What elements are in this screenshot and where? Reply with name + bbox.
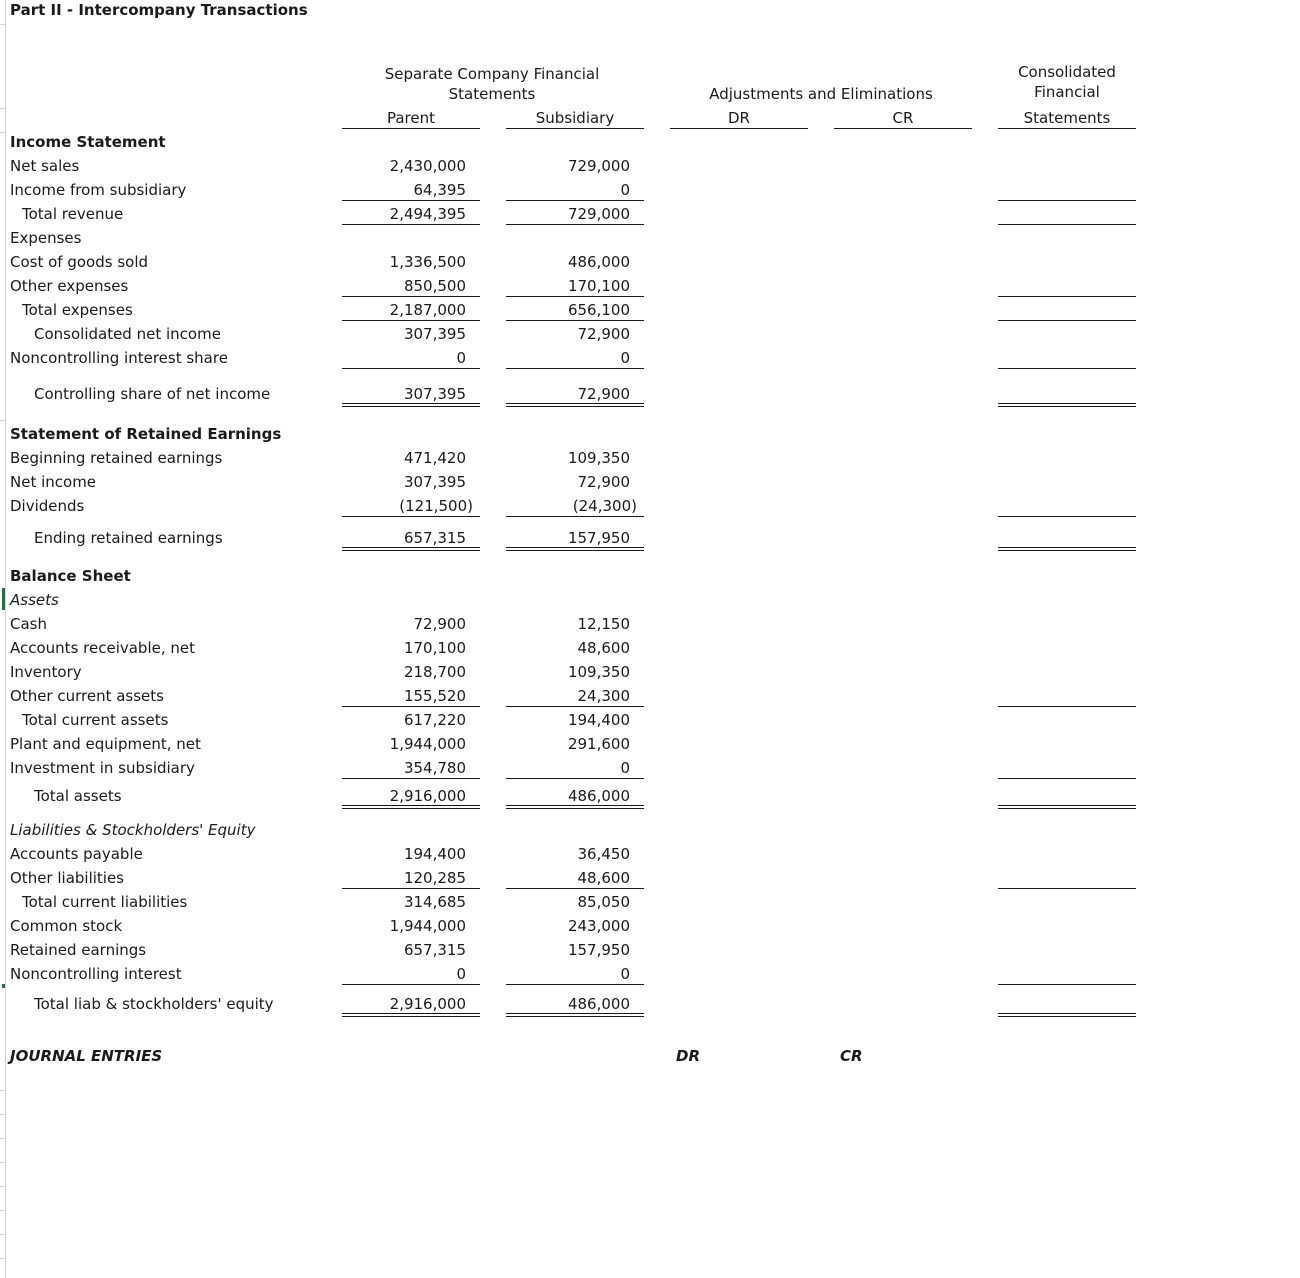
row-label-common-stock: Common stock	[10, 917, 123, 935]
active-row-indicator	[2, 984, 5, 988]
underline	[998, 888, 1136, 889]
row-label-other-ca: Other current assets	[10, 687, 164, 705]
row-label-dividends: Dividends	[10, 497, 85, 515]
parent-other-expenses: 850,500	[403, 277, 466, 295]
underline	[506, 320, 644, 321]
underline	[506, 984, 644, 985]
subsidiary-cogs: 486,000	[567, 253, 630, 271]
parent-other-ca: 155,520	[403, 687, 466, 705]
parent-total-le: 2,916,000	[389, 995, 466, 1013]
row-label-cash: Cash	[10, 615, 47, 633]
row-gutter	[0, 0, 6, 1278]
subsidiary-cash: 12,150	[577, 615, 630, 633]
subsidiary-other-expenses: 170,100	[567, 277, 630, 295]
underline	[998, 778, 1136, 779]
subsidiary-net-sales: 729,000	[567, 157, 630, 175]
parent-ppe: 1,944,000	[389, 735, 466, 753]
section-retained-earnings: Statement of Retained Earnings	[10, 425, 282, 443]
gutter-tick	[0, 1138, 5, 1139]
row-label-cogs: Cost of goods sold	[10, 253, 149, 271]
row-label-investment: Investment in subsidiary	[10, 759, 195, 777]
parent-cash: 72,900	[413, 615, 466, 633]
header-dr: DR	[728, 109, 750, 127]
row-label-inventory: Inventory	[10, 663, 82, 681]
parent-other-liab: 120,285	[403, 869, 466, 887]
underline	[670, 128, 808, 129]
underline	[998, 320, 1136, 321]
row-label-total-cl: Total current liabilities	[22, 893, 188, 911]
section-income-statement: Income Statement	[10, 133, 166, 151]
subsidiary-dividends: (24,300)	[572, 497, 637, 515]
double-underline	[506, 547, 644, 551]
subsidiary-total-le: 486,000	[567, 995, 630, 1013]
underline	[506, 296, 644, 297]
subsidiary-total-assets: 486,000	[567, 787, 630, 805]
underline	[342, 320, 480, 321]
underline	[998, 516, 1136, 517]
subsidiary-controlling-share: 72,900	[577, 385, 630, 403]
parent-ap: 194,400	[403, 845, 466, 863]
parent-investment: 354,780	[403, 759, 466, 777]
parent-end-re: 657,315	[403, 529, 466, 547]
row-label-expenses: Expenses	[10, 229, 82, 247]
gutter-tick	[0, 1090, 5, 1091]
double-underline	[342, 403, 480, 407]
subsidiary-ap: 36,450	[577, 845, 630, 863]
row-label-total-le: Total liab & stockholders' equity	[34, 995, 274, 1013]
parent-income-from-sub: 64,395	[413, 181, 466, 199]
subsidiary-income-from-sub: 0	[620, 181, 630, 199]
gutter-tick	[0, 1258, 5, 1259]
header-separate-line2: Statements	[448, 85, 536, 103]
subsidiary-net-income: 72,900	[577, 473, 630, 491]
underline	[342, 128, 480, 129]
underline	[342, 888, 480, 889]
double-underline	[506, 1013, 644, 1017]
double-underline	[506, 403, 644, 407]
section-liabilities-equity: Liabilities & Stockholders' Equity	[10, 821, 256, 839]
subsidiary-ppe: 291,600	[567, 735, 630, 753]
underline	[998, 368, 1136, 369]
subsidiary-ar: 48,600	[577, 639, 630, 657]
parent-nci: 0	[456, 965, 466, 983]
gutter-tick	[0, 1162, 5, 1163]
subsidiary-other-liab: 48,600	[577, 869, 630, 887]
underline	[506, 224, 644, 225]
row-label-net-income: Net income	[10, 473, 97, 491]
parent-total-assets: 2,916,000	[389, 787, 466, 805]
underline	[998, 296, 1136, 297]
subsidiary-retained-earnings: 157,950	[567, 941, 630, 959]
gutter-tick	[0, 24, 5, 25]
header-parent: Parent	[386, 109, 436, 127]
subsidiary-total-ca: 194,400	[567, 711, 630, 729]
parent-controlling-share: 307,395	[403, 385, 466, 403]
parent-dividends: (121,500)	[399, 497, 473, 515]
parent-common-stock: 1,944,000	[389, 917, 466, 935]
underline	[998, 984, 1136, 985]
parent-ar: 170,100	[403, 639, 466, 657]
journal-cr-header: CR	[840, 1047, 863, 1065]
header-consolidated-line1: Consolidated	[1018, 63, 1116, 81]
gutter-tick	[0, 108, 5, 109]
active-row-indicator	[2, 588, 5, 610]
subsidiary-investment: 0	[620, 759, 630, 777]
header-separate-line1: Separate Company Financial	[384, 65, 600, 83]
underline	[342, 706, 480, 707]
header-adjustments: Adjustments and Eliminations	[709, 85, 933, 103]
parent-nci-share: 0	[456, 349, 466, 367]
subsidiary-total-cl: 85,050	[577, 893, 630, 911]
underline	[834, 128, 972, 129]
underline	[506, 200, 644, 201]
subsidiary-end-re: 157,950	[567, 529, 630, 547]
underline	[342, 984, 480, 985]
journal-dr-header: DR	[676, 1047, 701, 1065]
underline	[506, 888, 644, 889]
section-balance-sheet: Balance Sheet	[10, 567, 131, 585]
double-underline	[998, 1013, 1136, 1017]
subsidiary-common-stock: 243,000	[567, 917, 630, 935]
row-label-ar: Accounts receivable, net	[10, 639, 195, 657]
row-label-beg-re: Beginning retained earnings	[10, 449, 223, 467]
double-underline	[342, 1013, 480, 1017]
subsidiary-total-revenue: 729,000	[567, 205, 630, 223]
parent-cogs: 1,336,500	[389, 253, 466, 271]
parent-total-revenue: 2,494,395	[389, 205, 466, 223]
underline	[998, 224, 1136, 225]
subsidiary-nci-share: 0	[620, 349, 630, 367]
double-underline	[998, 805, 1136, 809]
gutter-tick	[0, 1186, 5, 1187]
subsidiary-inventory: 109,350	[567, 663, 630, 681]
underline	[342, 296, 480, 297]
row-label-retained-earnings: Retained earnings	[10, 941, 147, 959]
subsidiary-nci: 0	[620, 965, 630, 983]
underline	[342, 516, 480, 517]
parent-consolidated-ni: 307,395	[403, 325, 466, 343]
row-label-other-liab: Other liabilities	[10, 869, 125, 887]
row-label-net-sales: Net sales	[10, 157, 80, 175]
underline	[506, 128, 644, 129]
subsidiary-total-expenses: 656,100	[567, 301, 630, 319]
row-label-ap: Accounts payable	[10, 845, 143, 863]
underline	[506, 368, 644, 369]
row-label-total-assets: Total assets	[34, 787, 122, 805]
parent-retained-earnings: 657,315	[403, 941, 466, 959]
gutter-tick	[0, 1210, 5, 1211]
row-label-nci-share: Noncontrolling interest share	[10, 349, 228, 367]
underline	[342, 368, 480, 369]
underline	[998, 706, 1136, 707]
header-subsidiary: Subsidiary	[535, 109, 615, 127]
underline	[998, 128, 1136, 129]
row-label-controlling-share: Controlling share of net income	[34, 385, 271, 403]
gutter-tick	[0, 1234, 5, 1235]
double-underline	[342, 547, 480, 551]
parent-total-expenses: 2,187,000	[389, 301, 466, 319]
parent-net-income: 307,395	[403, 473, 466, 491]
header-cr: CR	[892, 109, 914, 127]
parent-inventory: 218,700	[403, 663, 466, 681]
header-consolidated-line2: Financial	[1034, 83, 1100, 101]
underline	[506, 516, 644, 517]
double-underline	[506, 805, 644, 809]
underline	[998, 200, 1136, 201]
underline	[506, 778, 644, 779]
row-label-total-expenses: Total expenses	[22, 301, 133, 319]
row-label-nci: Noncontrolling interest	[10, 965, 182, 983]
parent-total-cl: 314,685	[403, 893, 466, 911]
double-underline	[342, 805, 480, 809]
parent-total-ca: 617,220	[403, 711, 466, 729]
subsidiary-beg-re: 109,350	[567, 449, 630, 467]
parent-beg-re: 471,420	[403, 449, 466, 467]
journal-entries-title: JOURNAL ENTRIES	[10, 1047, 163, 1065]
row-label-income-from-sub: Income from subsidiary	[10, 181, 187, 199]
parent-net-sales: 2,430,000	[389, 157, 466, 175]
row-label-ppe: Plant and equipment, net	[10, 735, 201, 753]
row-label-total-revenue: Total revenue	[22, 205, 124, 223]
header-consolidated-line3: Statements	[1023, 109, 1111, 127]
row-label-end-re: Ending retained earnings	[34, 529, 223, 547]
row-label-other-expenses: Other expenses	[10, 277, 129, 295]
double-underline	[998, 403, 1136, 407]
row-label-consolidated-ni: Consolidated net income	[34, 325, 221, 343]
gutter-tick	[0, 420, 5, 421]
row-label-total-ca: Total current assets	[22, 711, 169, 729]
subsidiary-consolidated-ni: 72,900	[577, 325, 630, 343]
underline	[342, 778, 480, 779]
underline	[342, 224, 480, 225]
double-underline	[998, 547, 1136, 551]
page-title: Part II - Intercompany Transactions	[10, 1, 308, 19]
subsidiary-other-ca: 24,300	[577, 687, 630, 705]
underline	[506, 706, 644, 707]
gutter-tick	[0, 132, 5, 133]
underline	[342, 200, 480, 201]
section-assets: Assets	[10, 591, 59, 609]
gutter-tick	[0, 1114, 5, 1115]
